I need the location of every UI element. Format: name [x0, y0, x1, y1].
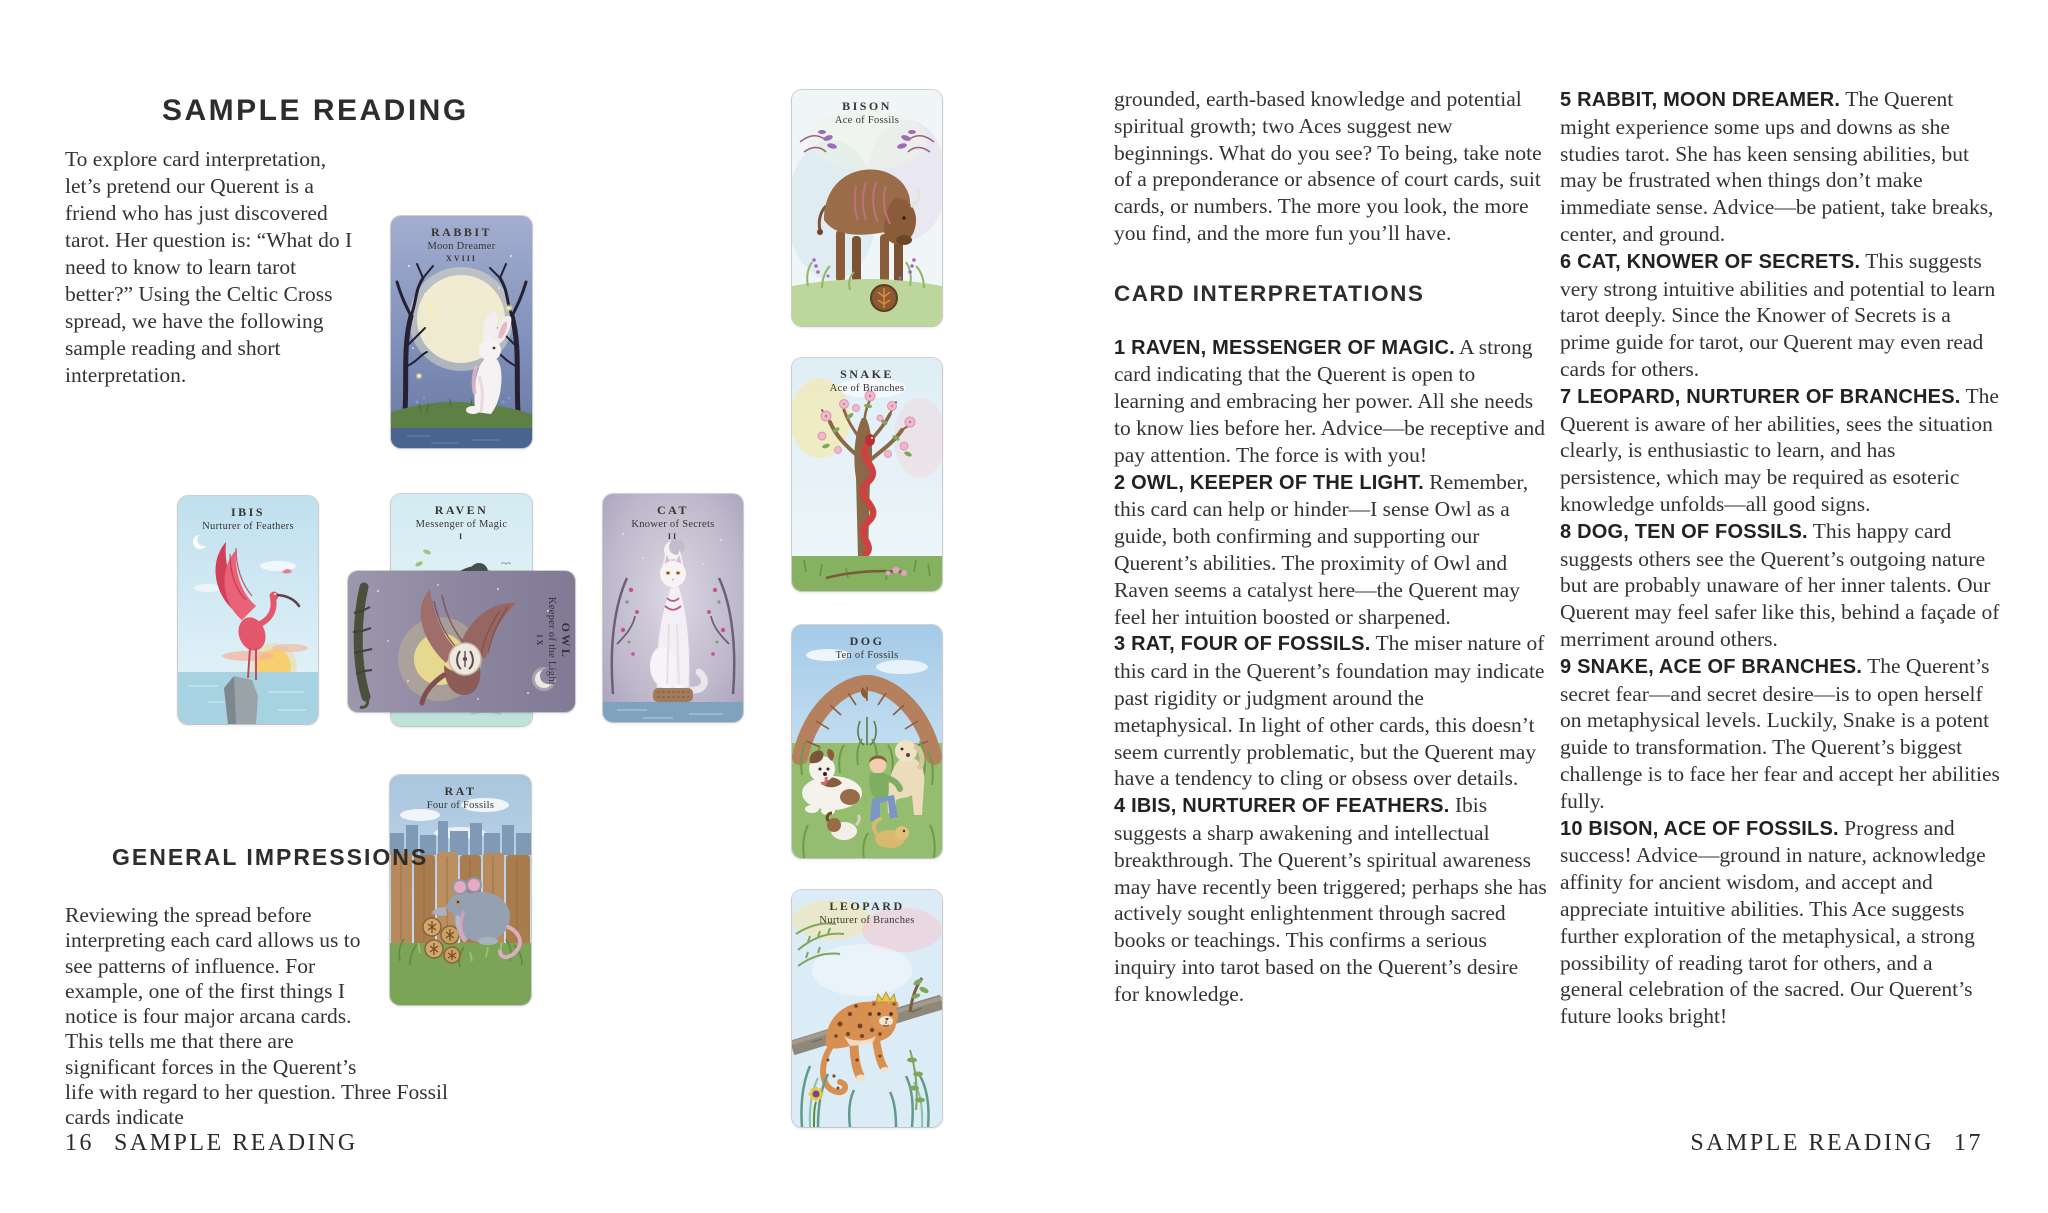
card-title-block	[391, 503, 532, 541]
interpretation-body: The Querent is aware of her abilities, sees the situation clearly, is enthusiastic to learn, and has persistence, which may be required as esoteric knowledge unfolds—all good signs.	[1560, 383, 1999, 516]
card-snake	[792, 358, 942, 591]
card-title-block	[792, 367, 942, 396]
card-rabbit	[391, 216, 532, 448]
card-numeral: XVIII	[446, 254, 477, 263]
card-name: RAT	[444, 784, 477, 798]
page-title: SAMPLE READING	[162, 94, 469, 127]
card-name: IBIS	[230, 505, 266, 519]
interpretation-body: This happy card suggests others see the Querent’s outgoing nature but are probably unaware of her inner talents. Our Querent may feel safer like this, behind a façade of merriment around others.	[1560, 518, 2000, 651]
card-subtitle: Nurturer of Branches	[819, 915, 915, 926]
card-title-block	[517, 586, 573, 696]
card-subtitle: Ace of Branches	[829, 383, 905, 394]
card-owl-crossing	[348, 571, 575, 712]
card-name: CAT	[657, 503, 689, 517]
interpretation-lead: 4 IBIS, NURTURER OF FEATHERS.	[1114, 795, 1450, 818]
page-number: 17	[1954, 1130, 1983, 1156]
card-subtitle: Moon Dreamer	[427, 241, 496, 252]
card-subtitle: Knower of Secrets	[631, 519, 715, 530]
card-name: LEOPARD	[829, 899, 905, 913]
card-subtitle: Keeper of the Light	[546, 596, 557, 686]
interpretation-item	[1114, 792, 1548, 1007]
card-subtitle: Nurturer of Feathers	[202, 521, 294, 532]
card-title-block	[390, 784, 531, 813]
card-dog	[792, 625, 942, 858]
general-impressions-heading: GENERAL IMPRESSIONS	[112, 844, 429, 870]
interpretation-lead: 3 RAT, FOUR OF FOSSILS.	[1114, 633, 1371, 656]
card-numeral: I	[458, 532, 465, 541]
card-leopard	[792, 890, 942, 1127]
interpretation-item	[1560, 383, 2000, 518]
general-impressions-text: Reviewing the spread before interpreting each card allows us to see patterns of influence. For example, one of the first things I notice is four major arcana cards. This tells me that there are significant forces in the Querent’s life with regard to her question. Three Fossil cards indicate	[65, 903, 448, 1130]
intro-text: To explore card interpretation, let’s pretend our Querent is a friend who has just discovered tarot. Her question is: “What do I need to know to learn tarot better?” Using the Celtic Cross spread, we have the following sample reading and short interpretation.	[65, 147, 353, 387]
interpretation-body: Remember, this card can help or hinder—I sense Owl as a guide, both confirming and supporting our Querent’s abilities. The proximity of Owl and Raven seems a catalyst here—the Querent may feel her intuition boosted or sharpened.	[1114, 469, 1529, 629]
interpretation-item	[1114, 630, 1548, 792]
interpretation-item	[1114, 469, 1548, 631]
page-number: 16	[65, 1130, 94, 1156]
interpretation-lead: 6 CAT, KNOWER OF SECRETS.	[1560, 250, 1861, 273]
interpretation-body: The Querent’s secret fear—and secret desire—is to open herself on metaphysical levels. Luckily, Snake is a potent guide to transformation. The Querent’s biggest challenge is to face her fear and accept her abilities fully.	[1560, 653, 2000, 813]
interpretation-lead: 10 BISON, ACE OF FOSSILS.	[1560, 817, 1839, 840]
right-page-column-2	[1560, 86, 2000, 1030]
card-cat	[603, 494, 743, 722]
card-title-block	[178, 505, 318, 534]
running-head: SAMPLE READING	[1690, 1130, 1934, 1156]
card-subtitle: Messenger of Magic	[415, 519, 508, 530]
card-name: RAVEN	[434, 503, 489, 517]
right-page-footer	[1670, 1130, 1983, 1157]
text-wrap-spacer	[373, 903, 493, 1055]
running-head: SAMPLE READING	[114, 1130, 358, 1156]
card-name: DOG	[849, 634, 885, 648]
card-ibis	[178, 496, 318, 724]
card-numeral: II	[667, 532, 679, 541]
card-name: SNAKE	[840, 367, 894, 381]
interpretation-body: A strong card indicating that the Querent is open to learning and embracing her power. All she needs to know lies before her. Advice—be receptive and pay attention. The force is with you!	[1114, 334, 1546, 467]
card-numeral: IX	[535, 634, 544, 648]
interpretation-lead: 8 DOG, TEN OF FOSSILS.	[1560, 520, 1808, 543]
card-subtitle: Ace of Fossils	[834, 115, 900, 126]
interpretation-lead: 7 LEOPARD, NURTURER OF BRANCHES.	[1560, 385, 1961, 408]
interpretation-item	[1560, 815, 2000, 1030]
interpretation-item	[1114, 334, 1548, 469]
right-page-column-1	[1114, 86, 1548, 1008]
card-subtitle: Four of Fossils	[426, 800, 495, 811]
continuation-paragraph: grounded, earth-based knowledge and potential spiritual growth; two Aces suggest new beginnings. What do you see? To being, take note of a preponderance or absence of court cards, suit cards, or numbers. The more you look, the more you find, and the more fun you’ll have.	[1114, 87, 1542, 245]
card-bison	[792, 90, 942, 326]
interpretation-body: Ibis suggests a sharp awakening and intellectual breakthrough. The Querent’s spiritual awareness may have recently been triggered; perhaps she has actively sought enlightenment through sacred books or teachings. This confirms a serious inquiry into tarot based on the Querent’s desire for knowledge.	[1114, 793, 1547, 1006]
interpretation-lead: 5 RABBIT, MOON DREAMER.	[1560, 89, 1841, 111]
card-interpretations-heading: CARD INTERPRETATIONS	[1114, 280, 1425, 306]
interpretation-item	[1560, 248, 2000, 383]
card-name: RABBIT	[430, 225, 492, 239]
card-title-block	[391, 225, 532, 263]
interpretation-lead: 2 OWL, KEEPER OF THE LIGHT.	[1114, 471, 1424, 494]
interpretation-body: The Querent might experience some ups and downs as she studies tarot. She has keen sensing abilities, but may be frustrated when things don’t make immediate sense. Advice—be patient, take breaks, center, and ground.	[1560, 87, 1994, 246]
card-title-block	[792, 99, 942, 128]
interpretation-lead: 1 RAVEN, MESSENGER OF MAGIC.	[1114, 336, 1455, 359]
interpretation-lead: 9 SNAKE, ACE OF BRANCHES.	[1560, 655, 1863, 678]
card-name: BISON	[842, 99, 892, 113]
interpretation-item	[1560, 86, 2000, 248]
card-subtitle: Ten of Fossils	[835, 650, 899, 661]
card-title-block	[792, 634, 942, 663]
interpretation-item	[1560, 653, 2000, 815]
card-title-block	[792, 899, 942, 928]
interpretation-body: This suggests very strong intuitive abilities and potential to learn tarot deeply. Since the Knower of Secrets is a prime guide for tarot, our Querent may even read cards for others.	[1560, 248, 1996, 381]
general-impressions-paragraph	[65, 903, 493, 1131]
left-page-footer	[65, 1130, 378, 1157]
card-title-block	[603, 503, 743, 541]
interpretation-body: Progress and success! Advice—ground in nature, acknowledge affinity for ancient wisdom, and accept and appreciate intuitive abilities. This Ace suggests further exploration of the metaphysical, a strong possibility of reading tarot for others, and a general celebration of the sacred. Our Querent’s future looks bright!	[1560, 815, 1986, 1029]
card-name: OWL	[559, 622, 573, 660]
interpretation-item	[1560, 518, 2000, 653]
interpretation-body: The miser nature of this card in the Querent’s foundation may indicate past rigidity or judgment around the metaphysical. In light of other cards, this doesn’t seem currently problematic, but the Querent may have a tendency to cling or obsess over details.	[1114, 631, 1545, 791]
